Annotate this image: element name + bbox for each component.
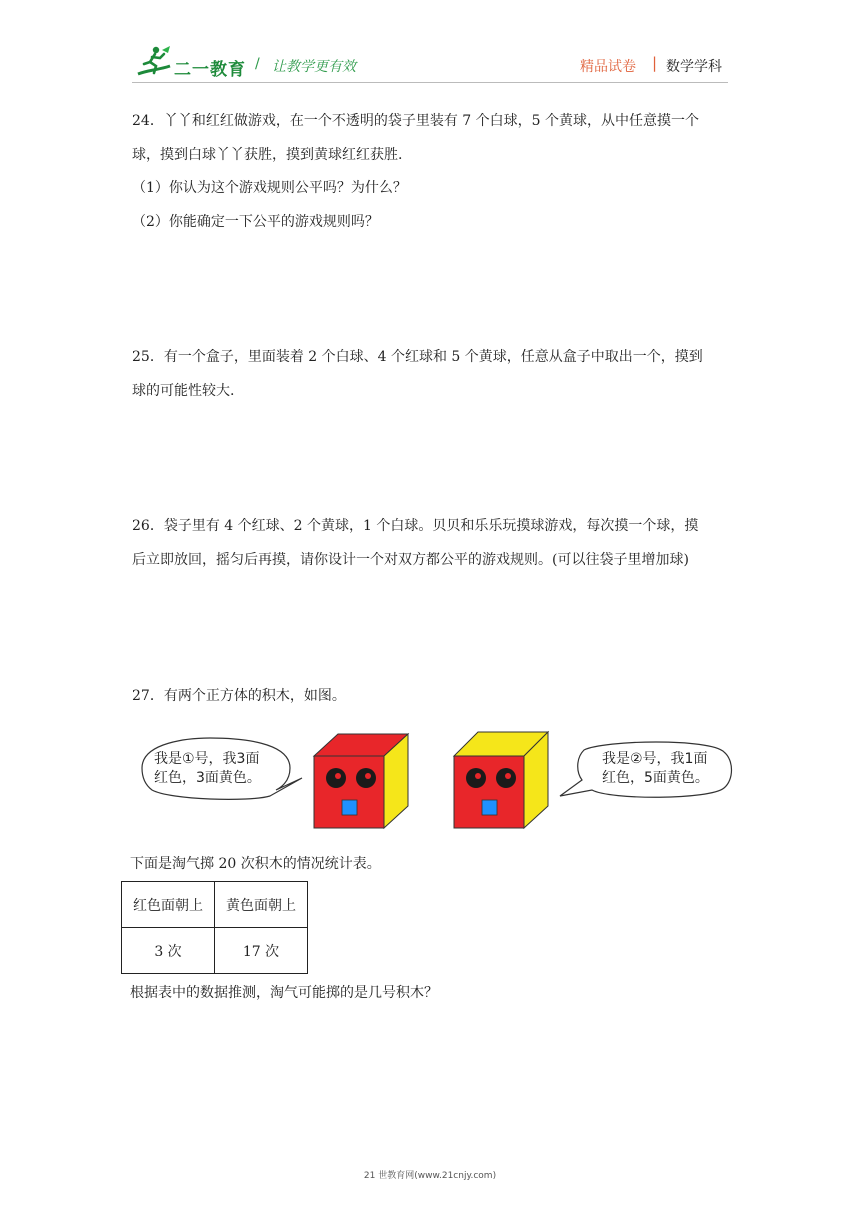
brand-slogan: 让教学更有效 bbox=[272, 59, 356, 75]
speech-bubble-1 bbox=[142, 738, 302, 799]
speech-bubble-2 bbox=[560, 742, 732, 797]
bubble2-line2: 红色，5面黄色。 bbox=[602, 770, 709, 786]
q24-line1: 24．丫丫和红红做游戏，在一个不透明的袋子里装有 7 个白球，5 个黄球，从中任意摸一个 bbox=[132, 113, 699, 129]
q24-sub1: （1）你认为这个游戏规则公平吗？为什么？ bbox=[132, 180, 407, 196]
statistics-table bbox=[121, 881, 308, 974]
q24-sub2: （2）你能确定一下公平的游戏规则吗？ bbox=[132, 214, 379, 230]
cube2-mouth bbox=[482, 800, 497, 815]
q27-table-intro: 下面是淘气掷 20 次积木的情况统计表。 bbox=[130, 856, 381, 872]
cube-2 bbox=[454, 732, 548, 828]
table-value-yellow: 17 次 bbox=[215, 928, 308, 974]
header-separator: | bbox=[652, 54, 658, 72]
q27-line1: 27．有两个正方体的积木，如图。 bbox=[132, 688, 346, 704]
q26-line1: 26．袋子里有 4 个红球、2 个黄球，1 个白球。贝贝和乐乐玩摸球游戏，每次摸一个球，摸 bbox=[132, 518, 699, 534]
header-label-subject: 数学学科 bbox=[666, 59, 722, 75]
cube-illustration bbox=[130, 728, 740, 832]
cube1-mouth bbox=[342, 800, 357, 815]
table-row bbox=[122, 928, 308, 974]
q25-line1: 25．有一个盒子，里面装着 2 个白球、4 个红球和 5 个黄球，任意从盒子中取出一个，摸到 bbox=[132, 349, 703, 365]
table-value-red: 3 次 bbox=[122, 928, 215, 974]
q26-line2: 后立即放回，摇匀后再摸，请你设计一个对双方都公平的游戏规则。(可以往袋子里增加球) bbox=[132, 552, 689, 568]
q24-line2: 球，摸到白球丫丫获胜，摸到黄球红红获胜. bbox=[132, 147, 403, 163]
header-slash: / bbox=[255, 56, 260, 72]
table-header-red: 红色面朝上 bbox=[122, 882, 215, 928]
cube-1 bbox=[314, 734, 408, 828]
header-divider bbox=[132, 82, 728, 83]
q27-question: 根据表中的数据推测，淘气可能掷的是几号积木？ bbox=[130, 985, 438, 1001]
brand-name: 二一教育 bbox=[174, 60, 246, 80]
page-footer: 21 世教育网(www.21cnjy.com) bbox=[363, 1171, 497, 1181]
logo-runner-icon bbox=[134, 44, 174, 80]
table-header-yellow: 黄色面朝上 bbox=[215, 882, 308, 928]
header-label-premium: 精品试卷 bbox=[580, 59, 636, 75]
q25-line2: 球的可能性较大. bbox=[132, 383, 235, 399]
bubble1-line1: 我是①号，我3面 bbox=[154, 751, 260, 767]
table-row bbox=[122, 882, 308, 928]
bubble2-line1: 我是②号，我1面 bbox=[602, 751, 708, 767]
bubble1-line2: 红色，3面黄色。 bbox=[154, 770, 261, 786]
